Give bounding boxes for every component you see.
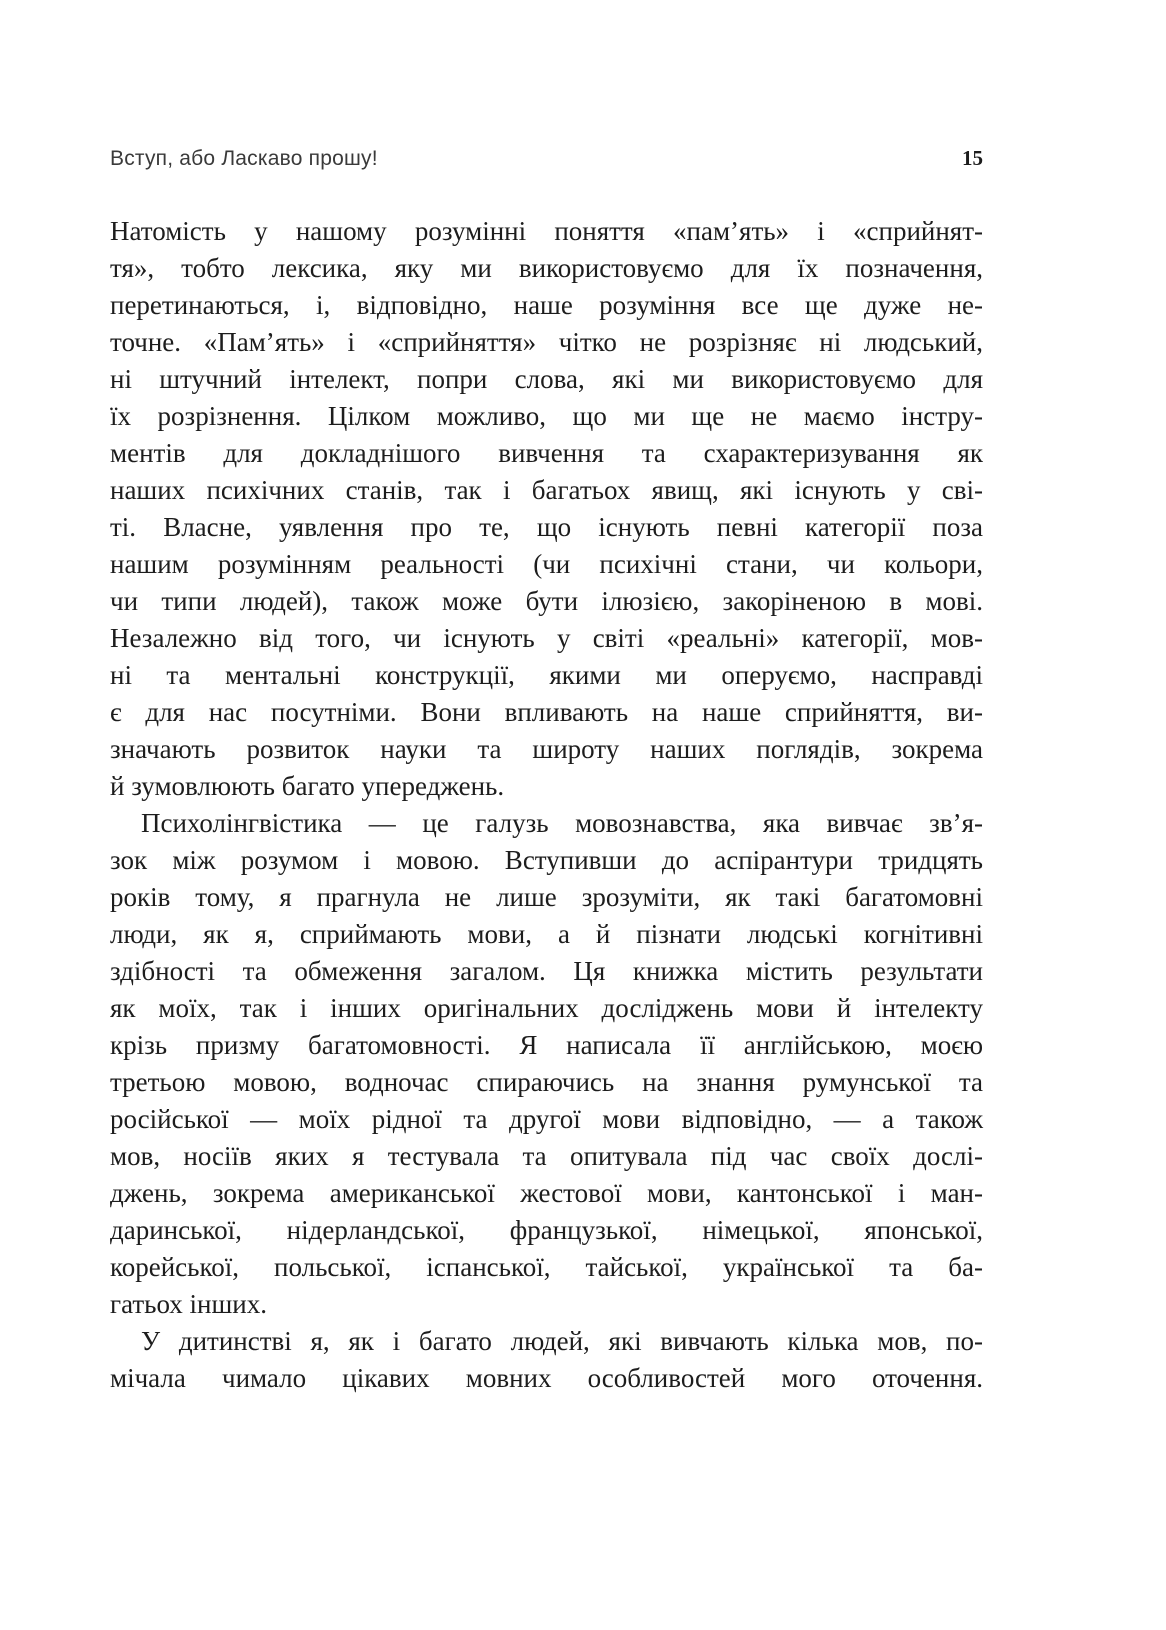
text-line: мов, носіїв яких я тестувала та опитувала під час своїх дослі- — [110, 1141, 983, 1171]
running-header — [110, 146, 983, 171]
text-line: Незалежно від того, чи існують у світі «реальні» категорії, мов- — [110, 623, 983, 653]
text-line: є для нас посутніми. Вони впливають на наше сприйняття, ви- — [110, 697, 983, 727]
body-text — [110, 213, 983, 1397]
text-line: російської — моїх рідної та другої мови відповідно, — а також — [110, 1104, 983, 1134]
text-line: люди, як я, сприймають мови, а й пізнати людські когнітивні — [110, 919, 983, 949]
text-line: наших психічних станів, так і багатьох явищ, які існують у сві- — [110, 475, 983, 505]
text-line: чи типи людей), також може бути ілюзією, закоріненою в мові. — [110, 586, 983, 616]
text-line: точне. «Пам’ять» і «сприйняття» чітко не розрізняє ні людський, — [110, 327, 983, 357]
text-line: корейської, польської, іспанської, тайської, української та ба- — [110, 1252, 983, 1282]
text-line: ні та ментальні конструкції, якими ми оперуємо, насправді — [110, 660, 983, 690]
page-number: 15 — [962, 146, 983, 170]
paragraph — [110, 805, 983, 1323]
text-line: гатьох інших. — [110, 1289, 267, 1319]
text-line: У дитинстві я, як і багато людей, які вивчають кілька мов, по- — [141, 1326, 983, 1356]
text-line: років тому, я прагнула не лише зрозуміти, як такі багатомовні — [110, 882, 983, 912]
text-line: третьою мовою, водночас спираючись на знання румунської та — [110, 1067, 983, 1097]
paragraph — [110, 1323, 983, 1397]
text-line: значають розвиток науки та широту наших поглядів, зокрема — [110, 734, 983, 764]
text-line: мічала чимало цікавих мовних особливостей мого оточення. — [110, 1363, 983, 1393]
text-line: ті. Власне, уявлення про те, що існують певні категорії поза — [110, 512, 983, 542]
text-line: перетинаються, і, відповідно, наше розуміння все ще дуже не- — [110, 290, 983, 320]
text-line: тя», тобто лексика, яку ми використовуємо для їх позначення, — [110, 253, 983, 283]
text-line: Натомість у нашому розумінні поняття «пам’ять» і «сприйнят- — [110, 216, 983, 246]
text-line: здібності та обмеження загалом. Ця книжка містить результати — [110, 956, 983, 986]
text-line: ментів для докладнішого вивчення та схарактеризування як — [110, 438, 983, 468]
text-line: джень, зокрема американської жестової мови, кантонської і ман- — [110, 1178, 983, 1208]
text-line: крізь призму багатомовності. Я написала її англійською, моєю — [110, 1030, 983, 1060]
text-line: як моїх, так і інших оригінальних досліджень мови й інтелекту — [110, 993, 983, 1023]
chapter-title: Вступ, або Ласкаво прошу! — [110, 147, 378, 170]
text-line: даринської, нідерландської, французької, німецької, японської, — [110, 1215, 983, 1245]
paragraph — [110, 213, 983, 805]
text-line: зок між розумом і мовою. Вступивши до аспірантури тридцять — [110, 845, 983, 875]
text-line: нашим розумінням реальності (чи психічні стани, чи кольори, — [110, 549, 983, 579]
text-line: їх розрізнення. Цілком можливо, що ми ще не маємо інстру- — [110, 401, 983, 431]
text-line: й зумовлюють багато упереджень. — [110, 771, 505, 801]
text-line: Психолінгвістика — це галузь мовознавства, яка вивчає зв’я- — [141, 808, 983, 838]
text-line: ні штучний інтелект, попри слова, які ми використовуємо для — [110, 364, 983, 394]
